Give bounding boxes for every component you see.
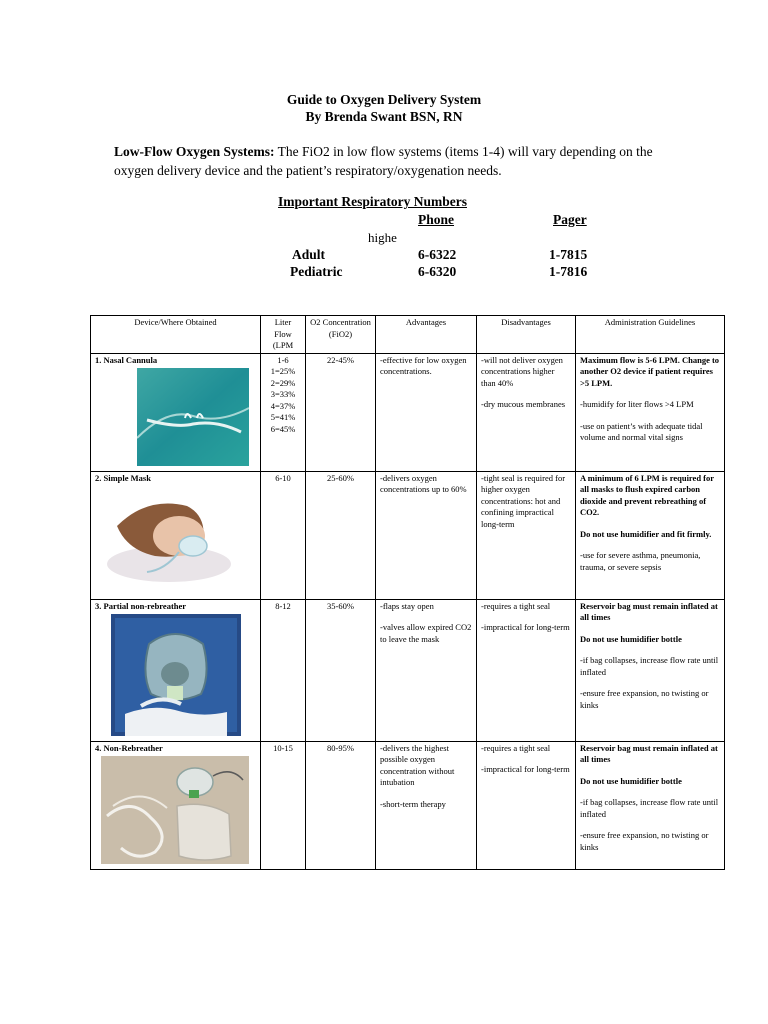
table-row <box>91 741 725 869</box>
disadvantage-item: -requires a tight seal <box>481 600 551 611</box>
stray-text: highe <box>368 230 397 245</box>
admin-item: -if bag collapses, increase flow rate until inflated <box>580 797 719 819</box>
admin-item: -use on patient’s with adequate tidal volume and normal vital signs <box>580 420 703 442</box>
flow-cell <box>261 353 306 471</box>
advantage-item: -short-term therapy <box>380 798 446 809</box>
advantage-item: -delivers oxygen concentrations up to 60% <box>380 472 467 494</box>
contact-pager-adult: 1-7815 <box>549 247 588 262</box>
administration-cell <box>576 471 725 599</box>
advantages-cell <box>376 353 477 471</box>
non-rebreather-photo <box>101 756 256 868</box>
advantage-item: -valves allow expired CO2 to leave the mask <box>380 622 472 644</box>
flow-map-item: 6=45% <box>270 423 296 434</box>
table-row <box>91 599 725 741</box>
admin-item: -use for severe asthma, pneumonia, trauma, or severe sepsis <box>580 550 701 572</box>
table-header-row <box>91 316 725 354</box>
flow-map-item: 3=33% <box>270 389 296 399</box>
flow-cell: 10-15 <box>261 741 306 869</box>
administration-cell <box>576 353 725 471</box>
lowflow-label: Low-Flow Oxygen Systems: <box>114 144 275 159</box>
partial-non-rebreather-photo <box>111 614 256 740</box>
device-cell <box>91 353 261 471</box>
disadvantage-item: -will not deliver oxygen concentrations higher than 40% <box>481 354 563 388</box>
admin-bold-item: Reservoir bag must remain inflated at all times <box>580 742 718 764</box>
admin-bold-item: Do not use humidifier bottle <box>580 775 682 786</box>
admin-bold-item: Maximum flow is 5-6 LPM. Change to another O2 device if patient requires >5 LPM. <box>580 354 720 388</box>
nasal-cannula-photo <box>137 368 256 470</box>
flow-cell: 6-10 <box>261 471 306 599</box>
disadvantage-item: -impractical for long-term <box>481 622 570 632</box>
table-row <box>91 353 725 471</box>
simple-mask-photo <box>107 486 256 588</box>
flow-map-item: 4=37% <box>270 400 296 411</box>
device-cell <box>91 471 261 599</box>
disadvantage-item: -requires a tight seal <box>481 742 551 753</box>
document-title: Guide to Oxygen Delivery System <box>286 92 482 107</box>
contact-pager-pediatric: 1-7816 <box>549 264 588 279</box>
document-author: By Brenda Swant BSN, RN <box>305 109 463 124</box>
advantage-item: -delivers the highest possible oxygen concentration without intubation <box>380 742 455 787</box>
disadvantages-cell <box>477 353 576 471</box>
admin-bold-item: Do not use humidifier bottle <box>580 633 682 644</box>
device-name: 1. Nasal Cannula <box>95 354 158 365</box>
device-cell <box>91 599 261 741</box>
flow-map-item: 1=25% <box>270 366 296 376</box>
lowflow-paragraph <box>114 142 674 180</box>
admin-item: -ensure free expansion, no twisting or kinks <box>580 688 709 710</box>
disadvantages-cell <box>477 599 576 741</box>
admin-bold-item: Do not use humidifier and fit firmly. <box>580 528 712 539</box>
admin-item: -humidify for liter flows >4 LPM <box>580 399 694 409</box>
contact-phone-pediatric: 6-6320 <box>418 264 457 279</box>
advantages-cell <box>376 471 477 599</box>
table-row <box>91 471 725 599</box>
header-o2: O2 Concentration (FiO2) <box>306 316 376 354</box>
admin-bold-item: Reservoir bag must remain inflated at all times <box>580 600 718 622</box>
header-flow: Liter Flow (LPM <box>261 316 306 354</box>
o2-cell: 80-95% <box>306 741 376 869</box>
advantages-cell <box>376 599 477 741</box>
phone-header: Phone <box>418 212 455 227</box>
device-cell <box>91 741 261 869</box>
advantage-item: -effective for low oxygen concentrations. <box>380 354 467 376</box>
flow-value: 1-6 <box>277 354 289 365</box>
contact-label-pediatric: Pediatric <box>290 264 343 279</box>
disadvantage-item: -impractical for long-term <box>481 764 570 774</box>
admin-item: -if bag collapses, increase flow rate until inflated <box>580 655 719 677</box>
flow-map-item: 2=29% <box>270 377 296 388</box>
header-device: Device/Where Obtained <box>91 316 261 354</box>
oxygen-device-table <box>90 315 725 870</box>
numbers-title: Important Respiratory Numbers <box>278 194 467 209</box>
disadvantage-item: -dry mucous membranes <box>481 399 566 409</box>
pager-header: Pager <box>553 212 587 227</box>
admin-bold-item: A minimum of 6 LPM is required for all masks to flush expired carbon dioxide and prevent rebreathing of CO2. <box>580 472 714 517</box>
flow-map-item: 5=41% <box>270 412 296 422</box>
header-advantages: Advantages <box>376 316 477 354</box>
disadvantage-item: -tight seal is required for higher oxygen concentrations: hot and confining impractical long-term <box>481 472 566 529</box>
device-name: 4. Non-Rebreather <box>95 742 163 753</box>
o2-cell: 22-45% <box>306 353 376 471</box>
disadvantages-cell <box>477 471 576 599</box>
advantages-cell <box>376 741 477 869</box>
admin-item: -ensure free expansion, no twisting or kinks <box>580 830 709 852</box>
administration-cell <box>576 741 725 869</box>
o2-cell: 35-60% <box>306 599 376 741</box>
device-name: 2. Simple Mask <box>95 472 151 483</box>
header-disadvantages: Disadvantages <box>477 316 576 354</box>
device-name: 3. Partial non-rebreather <box>95 600 187 611</box>
administration-cell <box>576 599 725 741</box>
advantage-item: -flaps stay open <box>380 600 434 611</box>
disadvantages-cell <box>477 741 576 869</box>
header-administration: Administration Guidelines <box>576 316 725 354</box>
contact-phone-adult: 6-6322 <box>418 247 457 262</box>
flow-cell: 8-12 <box>261 599 306 741</box>
lowflow-text: The FiO2 in low flow systems (items 1-4) will vary depending on the oxygen delivery device and the patient’s respiratory/oxygenation needs. <box>114 144 653 178</box>
contact-label-adult: Adult <box>292 247 326 262</box>
o2-cell: 25-60% <box>306 471 376 599</box>
